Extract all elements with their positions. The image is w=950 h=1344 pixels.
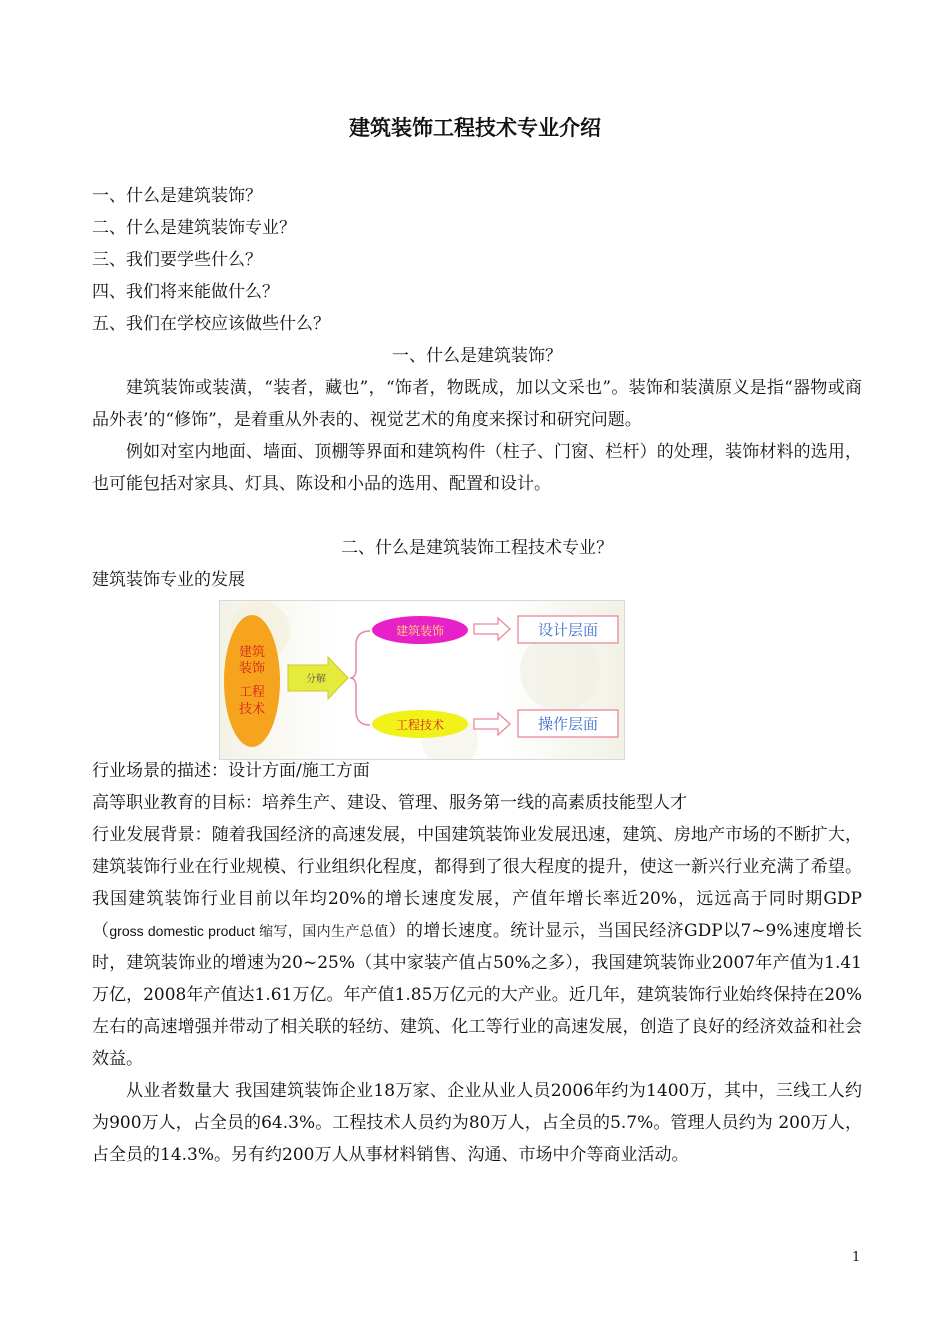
root-text-3: 工程 [238,685,266,700]
section-2-subheading: 建筑装饰专业的发展 [92,570,245,590]
section-1-paragraph-1: 建筑装饰或装潢，“装者，藏也”，“饰者，物既成，加以文采也”。装饰和装潢原义是指“器物或商品外表’的“修饰”，是着重从外表的、视觉艺术的角度来探讨和研究问题。 [92,378,862,430]
arrow-bottom [474,713,510,735]
gdp-note: gross domestic product 缩写，国内生产总值 [109,923,389,939]
section-1-paragraph-2: 例如对室内地面、墙面、顶棚等界面和建筑构件（柱子、门窗、栏杆）的处理，装饰材料的选用，也可能包括对家具、灯具、陈设和小品的选用、配置和设计。 [92,442,862,494]
background-text-a: 行业发展背景：随着我国经济的高速发展，中国建筑装饰业发展迅速，建筑、房地产市场的不断扩大，建筑装饰行业在行业规模、行业组织化程度，都得到了很大程度的提升，使这一新兴行业充满了希望。我国建筑装饰行业目前以年均20%的增长速度发展，产值年增长率近20%，远远高于同时期GDP（ [92,825,862,941]
industry-scene: 行业场景的描述：设计方面/施工方面 [92,761,370,781]
arrow-top [474,618,510,640]
page-number: 1 [852,1250,861,1265]
branch-bracket [350,631,370,725]
background-text-b: ）的增长速度。统计显示，当国民经济GDP以7~9%速度增长时，建筑装饰业的增速为20~25%（其中家装产值占50%之多），我国建筑装饰业2007年产值为1.41万亿，2008年产值达1.61万亿。年产值1.85万亿元的大产业。近几年，建筑装饰行业始终保持在20%左右的高速增强并带动了相关联的轻纺、建筑、化工等行业的高速发展，创造了良好的经济效益和社会效益。 [92,921,862,1069]
section-2-heading: 二、什么是建筑装饰工程技术专业？ [341,538,613,558]
section-1-heading: 一、什么是建筑装饰？ [392,346,562,366]
workforce-paragraph: 从业者数量大 我国建筑装饰企业18万家、企业从业人员2006年约为1400万，其中，三线工人约为900万人，占全员的64.3%。工程技术人员约为80万人，占全员的5.7%。管理人员约为 200万人，占全员的14.3%。另有约200万人从事材料销售、沟通、市场中介等商业活动。 [92,1081,862,1165]
toc-item-3: 三、我们要学些什么？ [92,250,262,270]
diagram-svg [220,601,624,759]
root-text-2: 装饰 [238,661,266,676]
root-text-1: 建筑 [238,645,266,660]
toc-item-1: 一、什么是建筑装饰？ [92,186,262,206]
root-text-4: 技术 [238,702,266,717]
toc-item-2: 二、什么是建筑装饰专业？ [92,218,296,238]
toc-item-5: 五、我们在学校应该做些什么？ [92,314,330,334]
branch-top-label: 建筑装饰 [395,624,445,638]
result-top-label: 设计层面 [537,621,599,639]
education-goal: 高等职业教育的目标：培养生产、建设、管理、服务第一线的高素质技能型人才 [92,793,687,813]
root-ellipse [224,615,280,747]
branch-bottom-label: 工程技术 [395,718,445,732]
industry-background-paragraph [92,819,862,1075]
toc-item-4: 四、我们将来能做什么？ [92,282,279,302]
document-title: 建筑装饰工程技术专业介绍 [349,116,601,140]
result-bottom-label: 操作层面 [537,715,599,733]
decompose-arrow-label: 分解 [306,674,326,685]
decomposition-diagram [219,600,625,760]
